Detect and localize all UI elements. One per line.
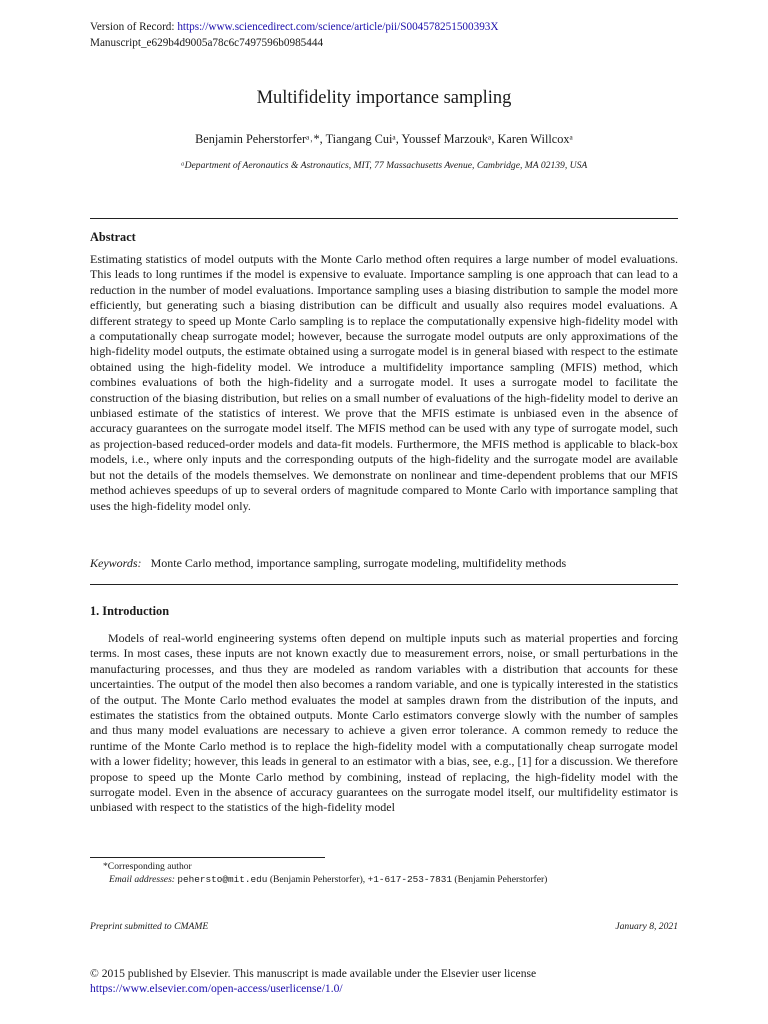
email-line [109,874,547,886]
license-link[interactable]: https://www.elsevier.com/open-access/userlicense/1.0/ [90,982,343,995]
keywords [90,556,678,571]
footnote-rule [90,857,325,858]
version-of-record [90,20,498,34]
introduction-heading: 1. Introduction [90,604,170,618]
version-label: Version of Record: [90,21,175,33]
email-owner: (Benjamin Peherstorfer), [269,874,366,885]
email-address[interactable]: pehersto@mit.edu [177,874,268,885]
paper-authors: Benjamin Peherstorferᵃ˒*, Tiangang Cuiᵃ, Youssef Marzoukᵃ, Karen Willcoxᵃ [195,132,573,146]
top-rule [90,218,678,219]
email-label: Email addresses: [109,874,175,885]
manuscript-id: Manuscript_e629b4d9005a78c6c7497596b0985444 [90,37,324,49]
keywords-label: Keywords: [90,556,142,570]
abstract-heading: Abstract [90,230,136,244]
corresponding-author: *Corresponding author [103,861,192,872]
introduction-text: Models of real-world engineering systems often depend on multiple inputs such as material properties and forcing terms. In most cases, these inputs are not known exactly due to measurement errors, noise, or small perturbations in the manufacturing processes, and thus they are modeled as random variables with a distribution that accounts for these uncertainties. The output of the model then also becomes a random variable, and one is typically interested in the statistics of the output. The Monte Carlo method evaluates the model at samples drawn from the distribution of the inputs, and estimates the statistics from the obtained outputs. Monte Carlo estimators converge slowly with the number of samples and thus many model evaluations are necessary to achieve a given error tolerance. A common remedy to reduce the runtime of the Monte Carlo method is to replace the high-fidelity model with a computationally cheap surrogate model with a lower fidelity; however, this leads in general to an estimator with a bias, see, e.g., [1] for a discussion. We therefore propose to speed up the Monte Carlo method by combining, instead of replacing, the high-fidelity model with the surrogate model. Even in the absence of accuracy guarantees on the surrogate model itself, our multifidelity estimator is unbiased with respect to the statistics of the high-fidelity model [90,631,678,815]
phone-number: +1-617-253-7831 [367,874,452,885]
abstract-text: Estimating statistics of model outputs with the Monte Carlo method often requires a large number of model evaluations. This leads to long runtimes if the model is expensive to evaluate. Importance sampling is one approach that can lead to a reduction in the number of model evaluations. Importance sampling uses a biasing distribution to sample the model more efficiently, but generating such a biasing distribution can be difficult and usually also requires model evaluations. A different strategy to speed up Monte Carlo sampling is to replace the computationally expensive high-fidelity model with a computationally cheap surrogate model; however, because the surrogate model outputs are only approximations of the high-fidelity model outputs, the estimate obtained using a surrogate model is in general biased with respect to the estimate obtained using the high-fidelity model. We introduce a multifidelity importance sampling (MFIS) method, which combines evaluations of both the high-fidelity and a surrogate model. It uses a surrogate model to facilitate the construction of the biasing distribution, but relies on a small number of evaluations of the high-fidelity model to derive an unbiased estimate of the statistics of interest. We prove that the MFIS estimate is unbiased even in the absence of accuracy guarantees on the surrogate model itself. The MFIS method can be used with any type of surrogate model, such as projection-based reduced-order models and data-fit models. Furthermore, the MFIS method is applicable to black-box models, i.e., where only inputs and the corresponding outputs of the high-fidelity and the surrogate model are available but not the details of the models themselves. We demonstrate on nonlinear and time-dependent problems that our MFIS method achieves speedups of up to several orders of magnitude compared to Monte Carlo with importance sampling that uses the high-fidelity model only. [90,252,678,513]
preprint-venue: Preprint submitted to CMAME [90,921,209,932]
keywords-list: Monte Carlo method, importance sampling, surrogate modeling, multifidelity methods [150,556,567,570]
license-text: © 2015 published by Elsevier. This manuscript is made available under the Elsevier user license [90,967,537,980]
bottom-rule [90,584,678,585]
version-link[interactable]: https://www.sciencedirect.com/science/article/pii/S004578251500393X [177,21,499,33]
preprint-date: January 8, 2021 [615,921,678,932]
paper-title: Multifidelity importance sampling [256,88,512,108]
paper-affiliation: ᵃDepartment of Aeronautics & Astronautics, MIT, 77 Massachusetts Avenue, Cambridge, MA 02139, USA [180,160,588,171]
phone-owner: (Benjamin Peherstorfer) [454,874,548,885]
